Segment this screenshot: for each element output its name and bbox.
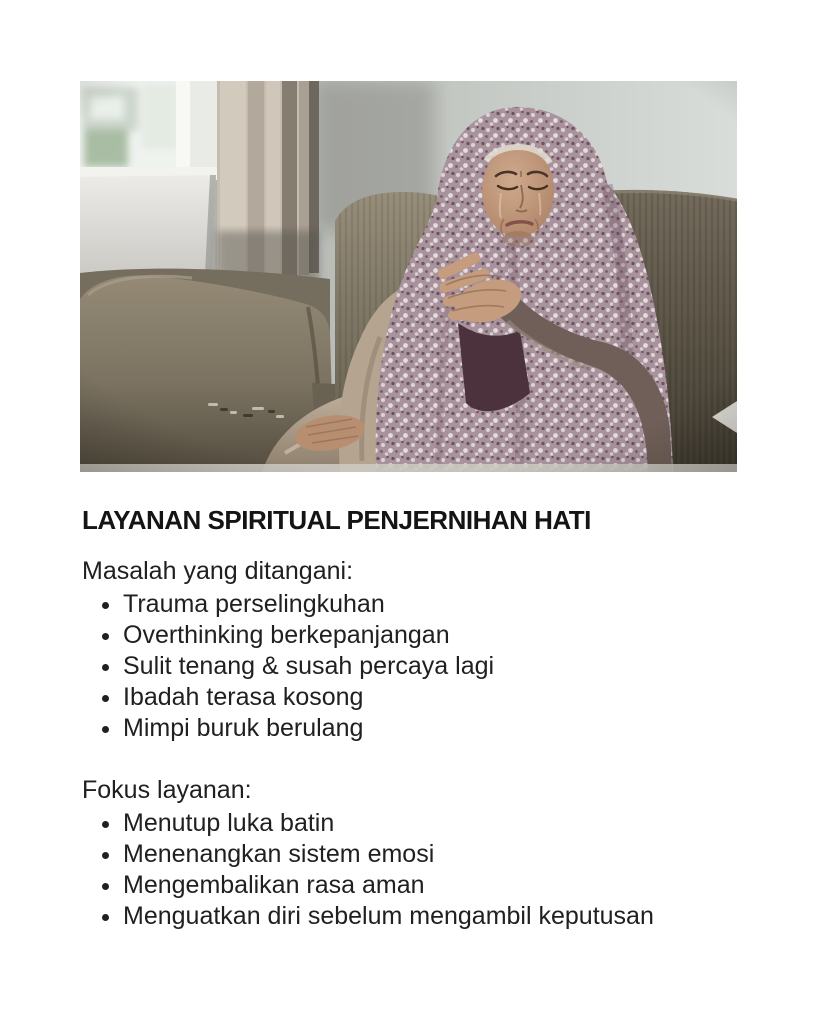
list-item: • Menenangkan sistem emosi	[123, 839, 772, 870]
flyer-text	[82, 505, 772, 932]
section-label-focus: Fokus layanan:	[82, 776, 252, 805]
list-item: • Overthinking berkepanjangan	[123, 620, 772, 651]
list-item: • Mimpi buruk berulang	[123, 713, 772, 744]
list-item: • Menguatkan diri sebelum mengambil keputusan	[123, 901, 772, 932]
list-item: • Sulit tenang & susah percaya lagi	[123, 651, 772, 682]
list-item: • Ibadah terasa kosong	[123, 682, 772, 713]
vignette	[80, 81, 737, 472]
photo-woman-crying-on-couch	[80, 81, 737, 472]
problems-list	[82, 589, 772, 744]
page-title: LAYANAN SPIRITUAL PENJERNIHAN HATI	[82, 505, 591, 535]
list-item: • Trauma perselingkuhan	[123, 589, 772, 620]
photo-illustration	[80, 81, 737, 472]
section-label-problems: Masalah yang ditangani:	[82, 557, 354, 586]
list-item: • Mengembalikan rasa aman	[123, 870, 772, 901]
list-item: • Menutup luka batin	[123, 808, 772, 839]
focus-list	[82, 808, 772, 932]
